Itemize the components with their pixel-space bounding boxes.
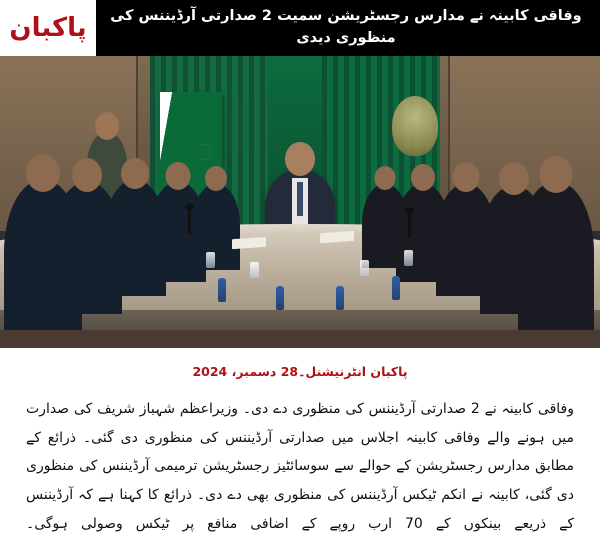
site-header bbox=[0, 0, 600, 56]
attendee bbox=[362, 184, 408, 268]
article-body: وفاقی کابینہ نے 2 صدارتی آرڈیننس کی منظوری دے دی۔ وزیراعظم شہباز شریف کی صدارت میں ہونے والے وفاقی کابینہ اجلاس میں صدارتی آرڈیننس کی منظوری دی گئی۔ ذرائع کے مطابق مدارس رجسٹریشن کے حوالے سے سوسائٹیز رجسٹریشن ترمیمی آرڈیننس کی منظوری دی گئی، کابینہ نے انکم ٹیکس آرڈیننس کی منظوری بھی دے دی۔ ذرائع کا کہنا ہے کہ آرڈیننس کے ذریعے بینکوں کے 70 ارب روپے کے اضافی منافع پر ٹیکس وصولی ہوگی۔ bbox=[26, 401, 574, 532]
prime-minister-tie bbox=[297, 182, 303, 216]
crescent-icon bbox=[190, 144, 206, 160]
microphone-icon bbox=[408, 212, 411, 238]
water-glass bbox=[250, 262, 259, 278]
site-logo-text: پاکبان bbox=[9, 13, 87, 43]
water-glass bbox=[360, 260, 369, 276]
byline: پاکبان انٹرنیشنل۔28 دسمبر، 2024 bbox=[192, 364, 408, 379]
attendee bbox=[192, 184, 240, 270]
officer-head bbox=[95, 112, 119, 140]
site-logo[interactable] bbox=[0, 0, 96, 56]
photo-scene bbox=[0, 56, 600, 348]
article-photo bbox=[0, 56, 600, 348]
floor-carpet bbox=[0, 330, 600, 348]
page-title: وفاقی کابینہ نے مدارس رجسٹریشن سمیت 2 صدارتی آرڈیننس کی منظوری دیدی bbox=[110, 8, 582, 46]
water-bottle bbox=[276, 286, 284, 310]
water-glass bbox=[404, 250, 413, 266]
water-glass bbox=[206, 252, 215, 268]
water-bottle bbox=[392, 276, 400, 300]
state-emblem-icon bbox=[392, 96, 438, 156]
prime-minister-head bbox=[285, 142, 315, 176]
water-bottle bbox=[218, 278, 226, 302]
microphone-icon bbox=[188, 208, 191, 234]
water-bottle bbox=[336, 286, 344, 310]
